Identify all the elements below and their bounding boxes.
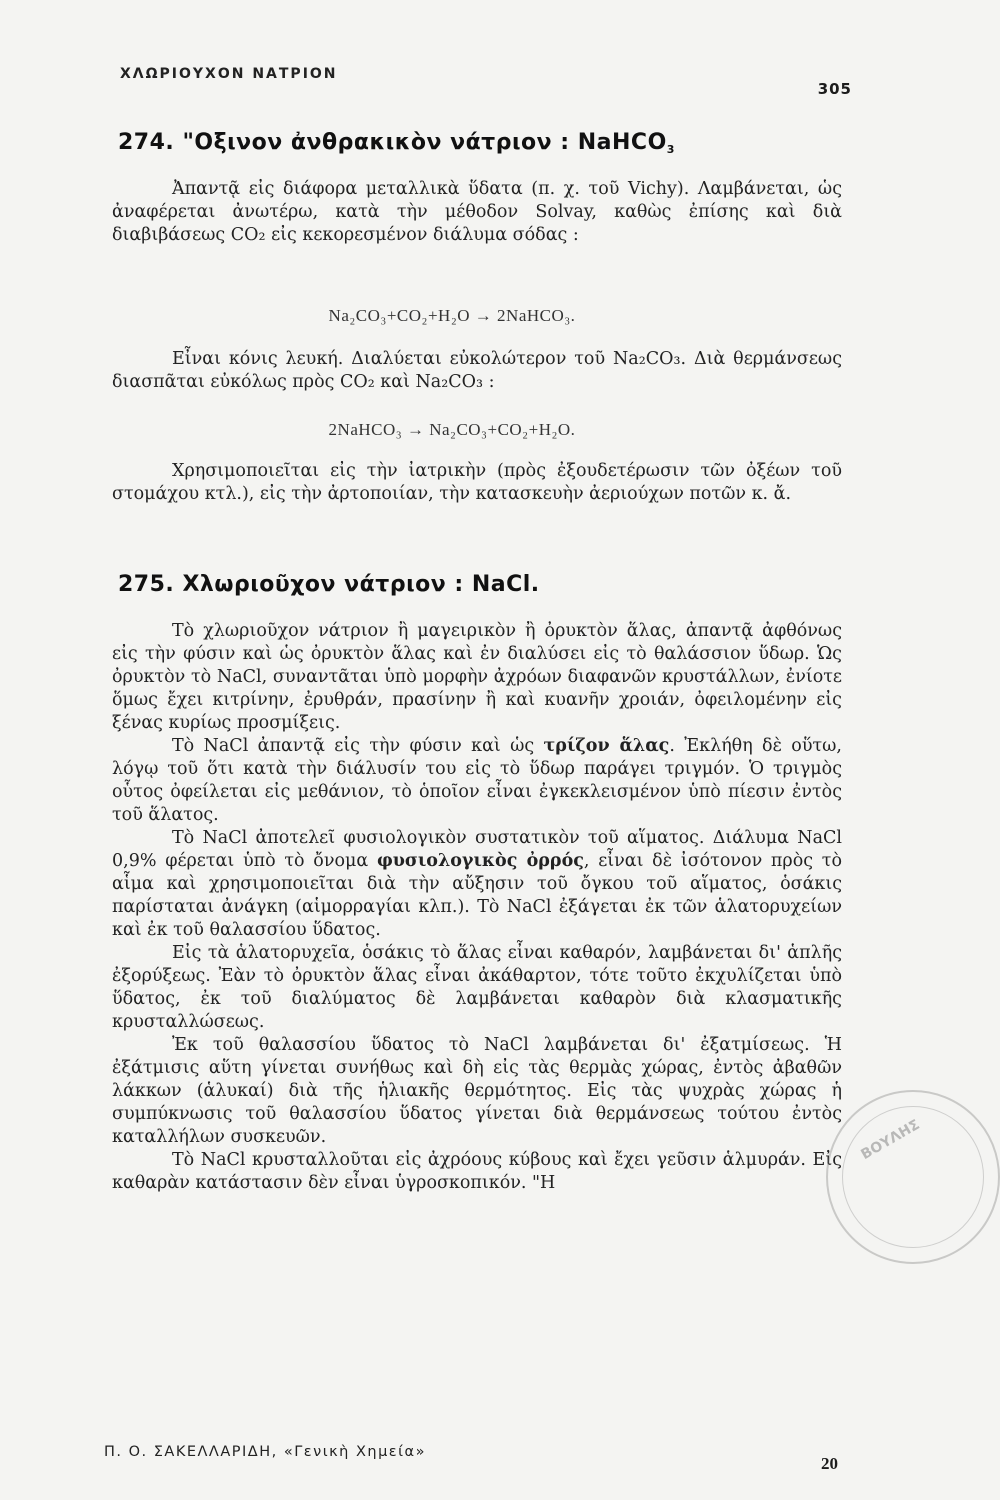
section-275-body (112, 620, 842, 1195)
section-274-paragraph-3: Χρησιμοποιεῖται εἰς τὴν ἰατρικὴν (πρὸς ἐξουδετέρωσιν τῶν ὀξέων τοῦ στομάχου κτλ.), εἰς τὴν ἀρτοποιίαν, τὴν κατασκευὴν ἀεριούχων ποτῶν κ. ἄ. (112, 461, 842, 504)
formula-2: 2NaHCO₃ → Na₂CO₃+CO₂+H₂O. (328, 420, 576, 439)
library-stamp-text: ΒΟΥΛΗΣ (858, 1116, 923, 1164)
section-275-paragraph-3 (112, 827, 842, 942)
section-275-paragraph-5: Ἐκ τοῦ θαλασσίου ὕδατος τὸ NaCl λαμβάνεται δι' ἐξατμίσεως. Ἡ ἐξάτμισις αὕτη γίνεται συνήθως καὶ δὴ εἰς τὰς θερμὰς χώρας, ἐντὸς ἀβαθῶν λάκκων (ἁλυκαί) διὰ τῆς ἡλιακῆς θερμότητος. Εἰς τὰς ψυχρὰς χώρας ἡ συμπύκνωσις τοῦ θαλασσίου ὕδατος γίνεται διὰ θερμάνσεως τούτου ἐντὸς καταλλήλων συσκευῶν. (112, 1035, 842, 1147)
section-274-heading-text: 274. "Οξινον ἀνθρακικὸν νάτριον : NaHCO (118, 130, 667, 155)
section-274-heading-subscript: 3 (666, 143, 675, 156)
footer-signature-number: 20 (821, 1454, 838, 1473)
library-stamp (826, 1090, 1000, 1264)
section-275-paragraph-6: Τὸ NaCl κρυσταλλοῦται εἰς ἀχρόους κύβους καὶ ἔχει γεῦσιν ἁλμυράν. Εἰς καθαρὰν κατάστασιν δὲν εἶναι ὑγροσκοπικόν. "Η (112, 1150, 842, 1193)
section-274-intro (112, 178, 842, 247)
section-274-paragraph-2: Εἶναι κόνις λευκή. Διαλύεται εὐκολώτερον τοῦ Na₂CO₃. Διὰ θερμάνσεως διασπᾶται εὐκόλως πρὸς CO₂ καὶ Na₂CO₃ : (112, 349, 842, 392)
section-274-paragraph-1: Ἀπαντᾷ εἰς διάφορα μεταλλικὰ ὕδατα (π. χ. τοῦ Vichy). Λαμβάνεται, ὡς ἀναφέρεται ἀνωτέρω, κατὰ τὴν μέθοδον Solvay, καθὼς ἐπίσης καὶ διὰ διαβιβάσεως CO₂ εἰς κεκορεσμένον διάλυμα σόδας : (112, 179, 842, 245)
paragraph-2-text-a: Τὸ NaCl ἀπαντᾷ εἰς τὴν φύσιν καὶ ὡς (172, 736, 544, 756)
section-275-paragraph-4: Εἰς τὰ ἁλατορυχεῖα, ὁσάκις τὸ ἅλας εἶναι καθαρόν, λαμβάνεται δι' ἁπλῆς ἐξορύξεως. Ἐὰν τὸ ὀρυκτὸν ἅλας εἶναι ἀκάθαρτον, τότε τοῦτο ἐκχυλίζεται ὑπὸ ὕδατος, ἐκ τοῦ διαλύματος δὲ λαμβάνεται καθαρὸν διὰ κλασματικῆς κρυσταλλώσεως. (112, 943, 842, 1032)
formula-1: Na₂CO₃+CO₂+H₂O → 2NaHCO₃. (328, 306, 576, 325)
section-274-uses (112, 460, 842, 506)
running-title: ΧΛΩΡΙΟΥΧΟΝ ΝΑΤΡΙΟΝ (120, 66, 338, 82)
term-saline-serum: φυσιολογικὸς ὀρρός (376, 851, 584, 871)
paragraph-3-text-a: Τὸ NaCl ἀποτελεῖ φυσιολογικὸν συστατικὸν τοῦ αἵματος. Διάλυμα NaCl 0,9% φέρεται ὑπὸ τὸ ὄνομα (112, 828, 842, 871)
paragraph-3-text-b: , εἶναι δὲ ἰσότονον πρὸς τὸ αἷμα καὶ χρησιμοποιεῖται διὰ τὴν αὔξησιν τοῦ ὄγκου τοῦ αἵματος, ὁσάκις παρίσταται ἀνάγκη (αἱμορραγίαι κλπ.). Τὸ NaCl ἐξάγεται ἐκ τῶν ἁλατορυχείων καὶ ἐκ τοῦ θαλασσίου ὕδατος. (112, 851, 843, 940)
section-274-heading (118, 130, 675, 156)
section-275-heading: 275. Χλωριοῦχον νάτριον : NaCl. (118, 572, 540, 597)
section-275-paragraph-1: Τὸ χλωριοῦχον νάτριον ἢ μαγειρικὸν ἢ ὀρυκτὸν ἅλας, ἀπαντᾷ ἀφθόνως εἰς τὴν φύσιν καὶ ὡς ὀρυκτὸν ἅλας καὶ ἐν διαλύσει εἰς τὸ θαλάσσιον ὕδωρ. Ὡς ὀρυκτὸν τὸ NaCl, συναντᾶται ὑπὸ μορφὴν ἀχρόων διαφανῶν κρυστάλλων, ἐνίοτε ὅμως ἔχει κιτρίνην, ἐρυθράν, πρασίνην ἢ καὶ κυανῆν χροιάν, ὀφειλομένην εἰς ξένας κυρίως προσμίξεις. (112, 621, 842, 733)
term-crackling-salt: τρίζον ἅλας (543, 736, 670, 756)
footer-author-title: Π. Ο. ΣΑΚΕΛΛΑΡΙΔΗ, «Γενικὴ Χημεία» (104, 1444, 426, 1460)
section-274-properties (112, 348, 842, 394)
paragraph-2-text-b: . Ἐκλήθη δὲ οὕτω, λόγῳ τοῦ ὅτι κατὰ τὴν διάλυσίν του εἰς τὸ ὕδωρ παράγει τριγμόν. Ὁ τριγμὸς οὗτος ὀφείλεται εἰς μεθάνιον, τὸ ὁποῖον εἶναι ἐγκεκλεισμένον ὑπὸ πίεσιν ἐντὸς τοῦ ἅλατος. (112, 736, 842, 825)
page-number: 305 (817, 80, 852, 98)
section-275-paragraph-2 (112, 735, 842, 827)
